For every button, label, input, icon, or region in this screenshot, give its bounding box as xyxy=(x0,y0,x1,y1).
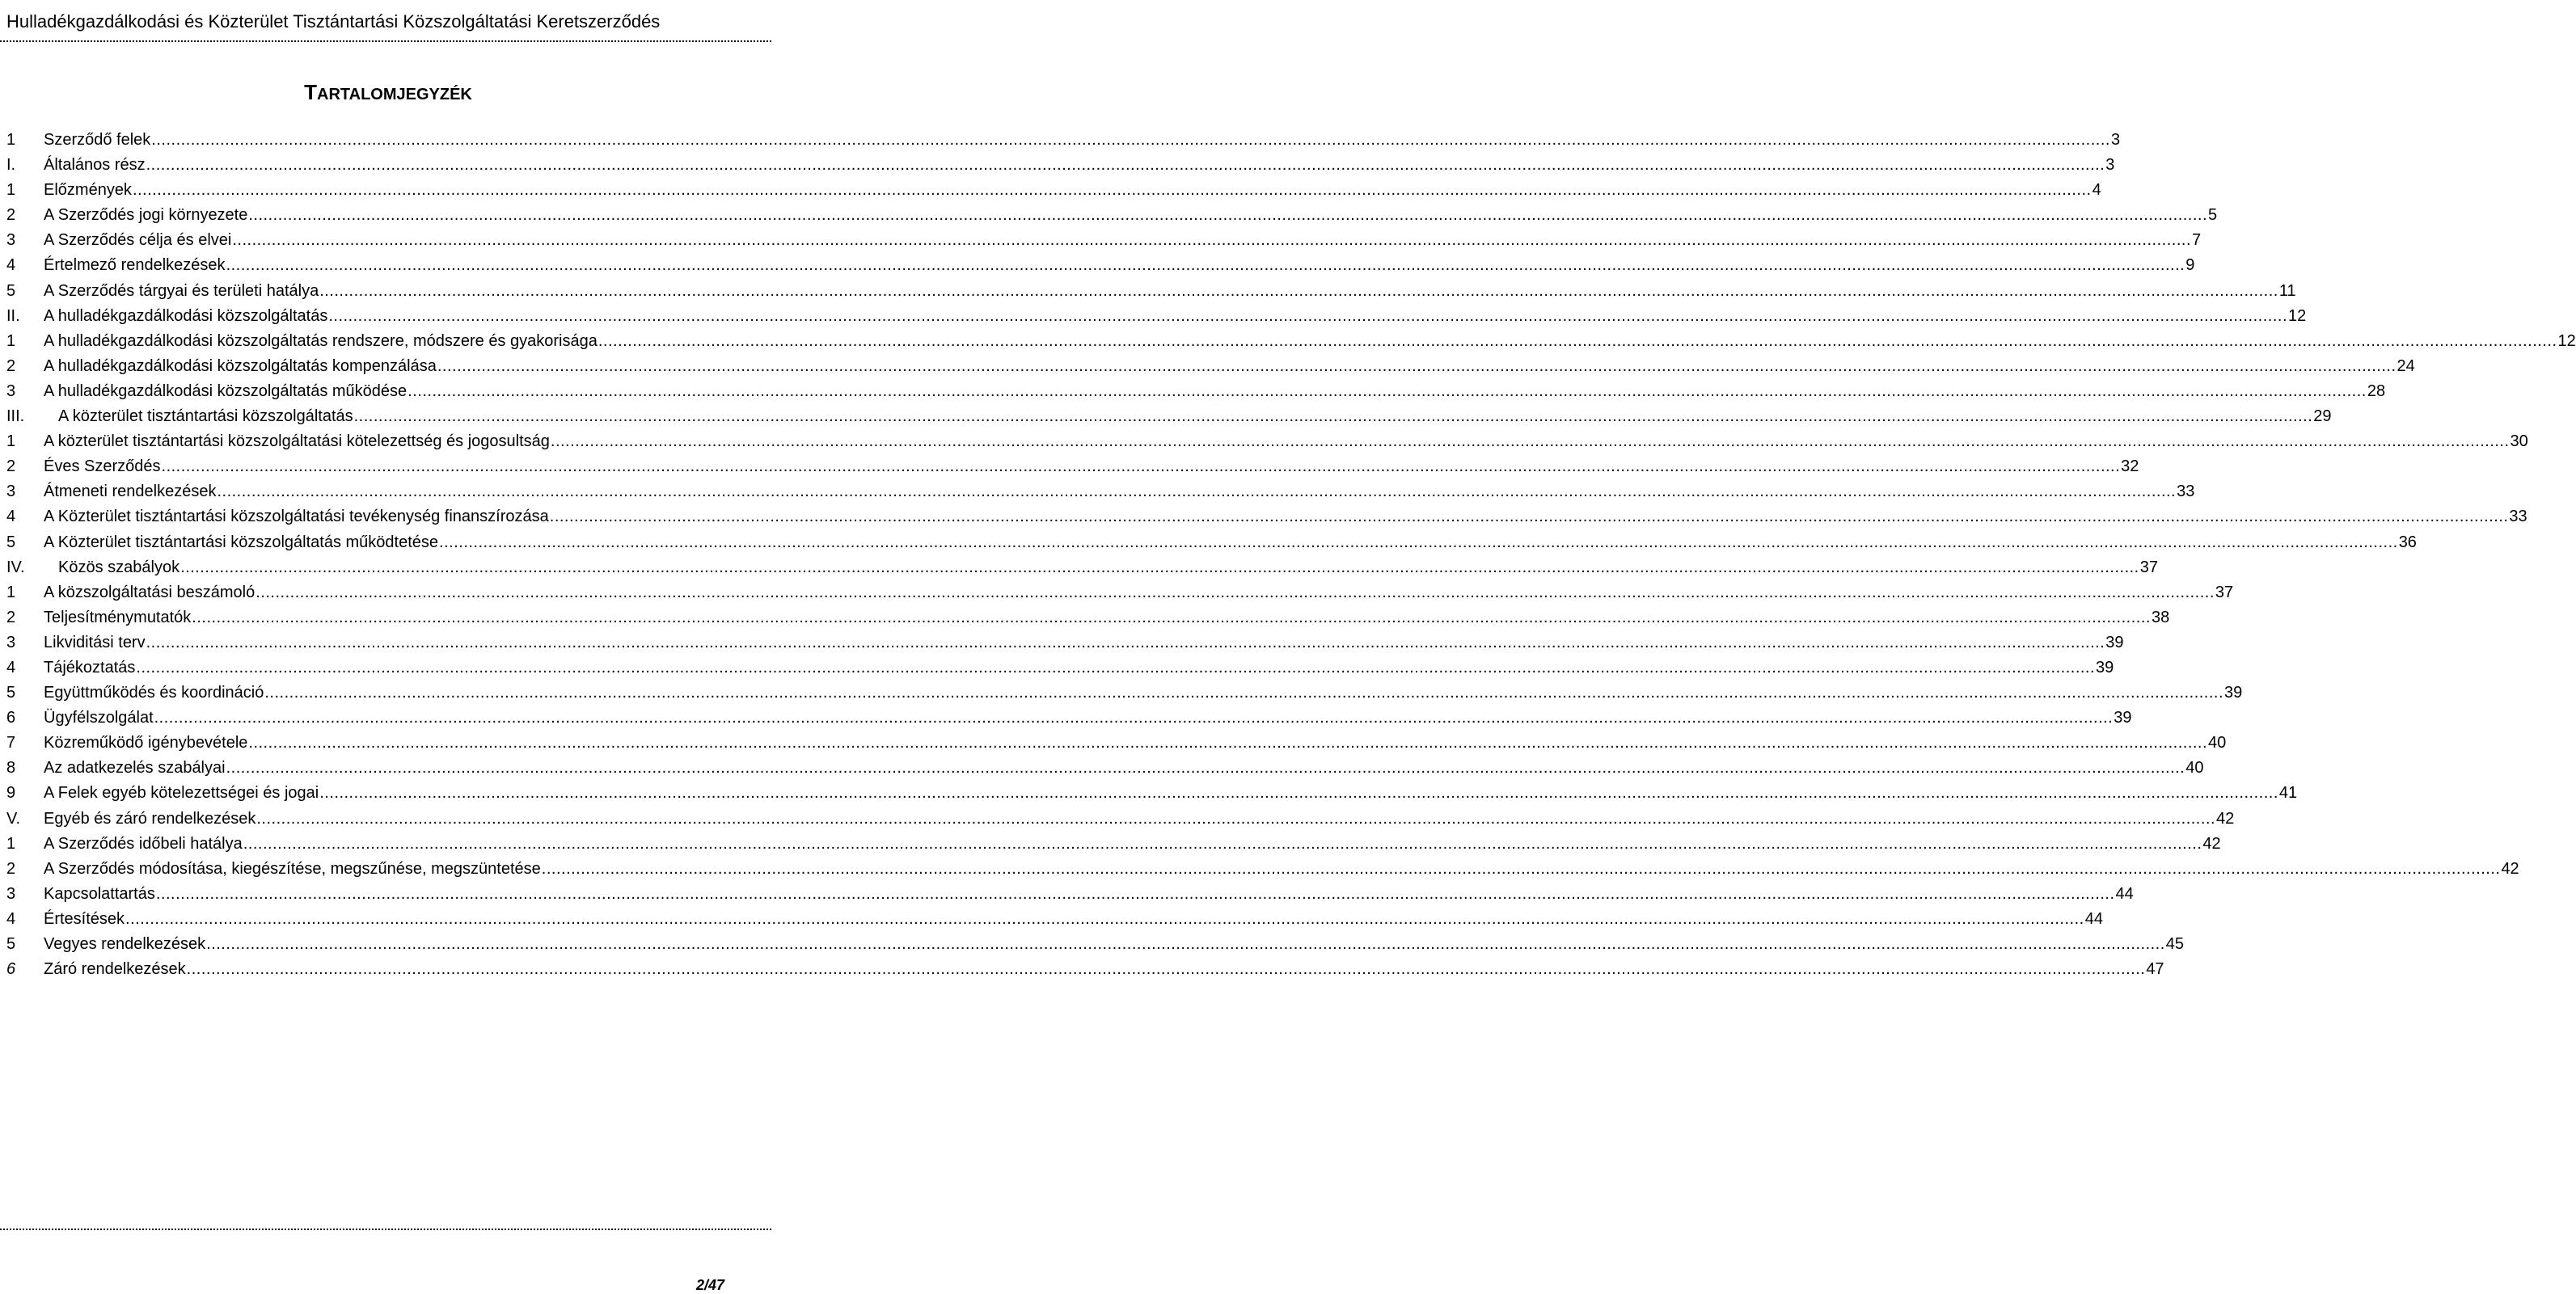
toc-entry[interactable] xyxy=(6,454,2139,479)
toc-entry[interactable] xyxy=(6,731,2227,756)
toc-entry-title: Éves Szerződés xyxy=(44,457,161,476)
toc-entry-number: 5 xyxy=(6,684,16,702)
toc-entry-title: Értesítések xyxy=(44,909,125,928)
toc-entry-number: 3 xyxy=(6,633,16,651)
toc-entry-title: A Felek egyéb kötelezettségei és jogai xyxy=(44,784,319,803)
toc-entry[interactable] xyxy=(6,681,2243,706)
toc-entry-page: 33 xyxy=(2509,508,2527,526)
toc-heading xyxy=(0,81,776,106)
toc-entry-page: 42 xyxy=(2216,809,2235,828)
toc-entry-number: 9 xyxy=(6,784,16,803)
toc-entry[interactable] xyxy=(6,957,2164,982)
toc-entry-number: 5 xyxy=(6,533,16,551)
toc-entry[interactable] xyxy=(6,404,2332,429)
toc-dot-leader: ................................................................................................................................................................................................................................................................................................................................................................................................................ xyxy=(146,633,2105,651)
toc-entry-title: A Szerződés időbeli hatálya xyxy=(44,834,243,853)
toc-entry[interactable] xyxy=(6,756,2204,781)
toc-entry-page: 29 xyxy=(2313,407,2332,426)
toc-entry-number: I. xyxy=(6,156,16,175)
toc-entry-title: A Szerződés tárgyai és területi hatálya xyxy=(44,281,319,300)
toc-entry-number: 6 xyxy=(6,960,16,979)
toc-entry-title: A hulladékgazdálkodási közszolgáltatás xyxy=(44,306,328,325)
toc-dot-leader: ................................................................................................................................................................................................................................................................................................................................................................................................................ xyxy=(192,608,2151,626)
toc-entry-page: 3 xyxy=(2105,156,2115,175)
toc-entry-title: A közterület tisztántartási közszolgáltatás xyxy=(58,407,353,426)
toc-entry[interactable] xyxy=(6,832,2221,857)
toc-dot-leader: ................................................................................................................................................................................................................................................................................................................................................................................................................ xyxy=(226,759,2185,778)
toc-entry-page: 41 xyxy=(2278,784,2298,803)
toc-entry-page: 11 xyxy=(2278,281,2296,300)
toc-entry[interactable] xyxy=(6,479,2195,504)
toc-entry-number: 3 xyxy=(6,381,16,400)
toc-entry-title: A Szerződés jogi környezete xyxy=(44,206,248,225)
toc-entry-page: 39 xyxy=(2105,633,2124,651)
toc-entry-page: 40 xyxy=(2208,734,2227,752)
toc-entry-number: 3 xyxy=(6,884,16,903)
toc-entry-number: 6 xyxy=(6,709,16,727)
footer-divider xyxy=(0,1229,771,1230)
toc-entry-number: 1 xyxy=(6,432,16,451)
toc-dot-leader: ................................................................................................................................................................................................................................................................................................................................................................................................................ xyxy=(136,658,2096,677)
toc-entry[interactable] xyxy=(6,329,2576,354)
toc-entry-title: A Szerződés célja és elvei xyxy=(44,231,232,250)
toc-entry-page: 39 xyxy=(2096,658,2114,677)
toc-entry-title: Ügyfélszolgálat xyxy=(44,709,154,727)
toc-entry[interactable] xyxy=(6,354,2415,379)
toc-entry-page: 37 xyxy=(2139,558,2158,576)
toc-entry[interactable] xyxy=(6,279,2296,304)
toc-entry-page: 24 xyxy=(2397,356,2415,375)
toc-entry-title: Likviditási terv xyxy=(44,633,146,651)
toc-entry-title: A Közterület tisztántartási közszolgáltatási tevékenység finanszírozása xyxy=(44,508,549,526)
toc-entry-page: 47 xyxy=(2146,960,2164,979)
toc-dot-leader: ................................................................................................................................................................................................................................................................................................................................................................................................................ xyxy=(319,281,2278,300)
toc-entry-title: Szerződő felek xyxy=(44,131,151,149)
toc-dot-leader: ................................................................................................................................................................................................................................................................................................................................................................................................................ xyxy=(232,231,2191,250)
toc-entry-number: 8 xyxy=(6,759,16,778)
toc-dot-leader: ................................................................................................................................................................................................................................................................................................................................................................................................................ xyxy=(328,306,2287,325)
toc-entry-number: V. xyxy=(6,809,21,828)
toc-entry-number: 3 xyxy=(6,483,16,501)
toc-dot-leader: ................................................................................................................................................................................................................................................................................................................................................................................................................ xyxy=(180,558,2139,576)
toc-entry[interactable] xyxy=(6,882,2134,907)
toc-dot-leader: ................................................................................................................................................................................................................................................................................................................................................................................................................ xyxy=(206,935,2165,953)
toc-entry-page: 12 xyxy=(2557,331,2576,350)
toc-entry-title: Vegyes rendelkezések xyxy=(44,935,206,953)
toc-entry-number: 4 xyxy=(6,658,16,677)
toc-dot-leader: ................................................................................................................................................................................................................................................................................................................................................................................................................ xyxy=(437,356,2397,375)
toc-entry-title: Átmeneti rendelkezések xyxy=(44,483,217,501)
toc-entry-title: Egyéb és záró rendelkezések xyxy=(44,809,256,828)
toc-entry-number: 4 xyxy=(6,508,16,526)
toc-entry-page: 39 xyxy=(2114,709,2132,727)
toc-entry-number: 4 xyxy=(6,256,16,275)
toc-entry-title: Teljesítménymutatók xyxy=(44,608,192,626)
page-number: 2/47 xyxy=(695,1277,724,1293)
toc-entry-number: 2 xyxy=(6,608,16,626)
toc-entry-page: 40 xyxy=(2185,759,2204,778)
toc-entry-number: 7 xyxy=(6,734,16,752)
toc-entry-page: 32 xyxy=(2121,457,2139,476)
toc-entry[interactable] xyxy=(6,807,2235,832)
header-divider xyxy=(0,40,771,42)
toc-entry-number: II. xyxy=(6,306,20,325)
toc-entry-page: 30 xyxy=(2510,432,2528,451)
toc-entry[interactable] xyxy=(6,857,2519,882)
toc-entry-number: 2 xyxy=(6,356,16,375)
toc-entry-number: 1 xyxy=(6,583,16,601)
toc-dot-leader: ................................................................................................................................................................................................................................................................................................................................................................................................................ xyxy=(154,709,2114,727)
toc-entry[interactable] xyxy=(6,178,2101,203)
toc-entry-page: 33 xyxy=(2177,483,2195,501)
toc-entry-number: 1 xyxy=(6,131,16,149)
toc-dot-leader: ................................................................................................................................................................................................................................................................................................................................................................................................................ xyxy=(125,909,2084,928)
toc-entry-page: 44 xyxy=(2084,909,2103,928)
toc-dot-leader: ................................................................................................................................................................................................................................................................................................................................................................................................................ xyxy=(541,859,2501,878)
toc-entry-page: 3 xyxy=(2110,131,2121,149)
toc-entry-title: Az adatkezelés szabályai xyxy=(44,759,226,778)
toc-entry-page: 45 xyxy=(2165,935,2185,953)
toc-entry-page: 39 xyxy=(2224,684,2243,702)
toc-entry[interactable] xyxy=(6,304,2307,329)
toc-entry-number: 1 xyxy=(6,181,16,200)
toc-entry-title: Együttműködés és koordináció xyxy=(44,684,264,702)
toc-entry[interactable] xyxy=(6,580,2234,605)
toc-dot-leader: ................................................................................................................................................................................................................................................................................................................................................................................................................ xyxy=(549,508,2509,526)
toc-entry[interactable] xyxy=(6,379,2386,404)
document-header-title: Hulladékgazdálkodási és Közterület Tisztántartási Közszolgáltatási Keretszerződés xyxy=(6,11,661,32)
toc-entry-number: 1 xyxy=(6,331,16,350)
toc-entry-number: IV. xyxy=(6,558,25,576)
toc-entry-title: Előzmények xyxy=(44,181,132,200)
toc-entry-page: 38 xyxy=(2151,608,2170,626)
toc-dot-leader: ................................................................................................................................................................................................................................................................................................................................................................................................................ xyxy=(408,381,2367,400)
toc-entry-title: Közös szabályok xyxy=(58,558,180,576)
toc-entry-title: A hulladékgazdálkodási közszolgáltatás működése xyxy=(44,381,408,400)
toc-entry-title: A közterület tisztántartási közszolgáltatási kötelezettség és jogosultság xyxy=(44,432,550,451)
toc-dot-leader: ................................................................................................................................................................................................................................................................................................................................................................................................................ xyxy=(146,156,2105,175)
toc-dot-leader: ................................................................................................................................................................................................................................................................................................................................................................................................................ xyxy=(598,331,2557,350)
toc-entry-title: Tájékoztatás xyxy=(44,658,136,677)
toc-entry[interactable] xyxy=(6,907,2103,932)
toc-entry-title: Záró rendelkezések xyxy=(44,960,186,979)
toc-dot-leader: ................................................................................................................................................................................................................................................................................................................................................................................................................ xyxy=(151,131,2110,149)
toc-dot-leader: ................................................................................................................................................................................................................................................................................................................................................................................................................ xyxy=(217,483,2177,501)
toc-dot-leader: ................................................................................................................................................................................................................................................................................................................................................................................................................ xyxy=(439,533,2398,551)
toc-entry-page: 12 xyxy=(2288,306,2307,325)
toc-entry-number: 2 xyxy=(6,206,16,225)
toc-entry-title: Közreműködő igénybevétele xyxy=(44,734,248,752)
toc-entry-page: 44 xyxy=(2115,884,2134,903)
toc-dot-leader: ................................................................................................................................................................................................................................................................................................................................................................................................................ xyxy=(248,734,2208,752)
toc-entry-number: 2 xyxy=(6,457,16,476)
toc-entry-page: 42 xyxy=(2501,859,2519,878)
toc-entry[interactable] xyxy=(6,153,2115,178)
toc-entry-title: Kapcsolattartás xyxy=(44,884,155,903)
toc-dot-leader: ................................................................................................................................................................................................................................................................................................................................................................................................................ xyxy=(264,684,2224,702)
toc-entry-number: 1 xyxy=(6,834,16,853)
toc-dot-leader: ................................................................................................................................................................................................................................................................................................................................................................................................................ xyxy=(226,256,2185,275)
toc-entry-page: 42 xyxy=(2202,834,2221,853)
toc-entry[interactable] xyxy=(6,555,2158,580)
toc-entry-number: 5 xyxy=(6,935,16,953)
toc-dot-leader: ................................................................................................................................................................................................................................................................................................................................................................................................................ xyxy=(132,181,2092,200)
toc-entry[interactable] xyxy=(6,655,2114,681)
toc-dot-leader: ................................................................................................................................................................................................................................................................................................................................................................................................................ xyxy=(319,784,2278,803)
toc-entry-page: 7 xyxy=(2192,231,2202,250)
toc-heading-initial: T xyxy=(304,80,318,104)
toc-entry[interactable] xyxy=(6,228,2202,253)
toc-entry-number: 3 xyxy=(6,231,16,250)
table-of-contents xyxy=(6,128,2576,982)
toc-entry[interactable] xyxy=(6,504,2527,529)
toc-dot-leader: ................................................................................................................................................................................................................................................................................................................................................................................................................ xyxy=(161,457,2121,476)
toc-entry[interactable] xyxy=(6,706,2132,731)
toc-entry-number: 2 xyxy=(6,859,16,878)
toc-entry-page: 36 xyxy=(2398,533,2417,551)
toc-entry-page: 4 xyxy=(2092,181,2101,200)
toc-dot-leader: ................................................................................................................................................................................................................................................................................................................................................................................................................ xyxy=(256,809,2216,828)
toc-dot-leader: ................................................................................................................................................................................................................................................................................................................................................................................................................ xyxy=(243,834,2202,853)
toc-dot-leader: ................................................................................................................................................................................................................................................................................................................................................................................................................ xyxy=(186,960,2146,979)
toc-entry[interactable] xyxy=(6,630,2124,655)
toc-dot-leader: ................................................................................................................................................................................................................................................................................................................................................................................................................ xyxy=(155,884,2115,903)
toc-dot-leader: ................................................................................................................................................................................................................................................................................................................................................................................................................ xyxy=(255,583,2215,601)
toc-entry[interactable] xyxy=(6,530,2417,555)
toc-entry-title: Értelmező rendelkezések xyxy=(44,256,226,275)
toc-entry-page: 37 xyxy=(2215,583,2234,601)
toc-entry-number: 5 xyxy=(6,281,16,300)
toc-entry-page: 5 xyxy=(2208,206,2218,225)
toc-entry-title: A hulladékgazdálkodási közszolgáltatás rendszere, módszere és gyakorisága xyxy=(44,331,598,350)
toc-entry[interactable] xyxy=(6,429,2528,454)
toc-entry[interactable] xyxy=(6,253,2195,278)
toc-dot-leader: ................................................................................................................................................................................................................................................................................................................................................................................................................ xyxy=(248,206,2208,225)
toc-entry[interactable] xyxy=(6,932,2185,957)
toc-entry-title: Általános rész xyxy=(44,156,146,175)
toc-entry[interactable] xyxy=(6,781,2298,806)
toc-entry-page: 9 xyxy=(2185,256,2195,275)
toc-entry[interactable] xyxy=(6,203,2218,228)
toc-entry-number: III. xyxy=(6,407,25,426)
toc-entry-title: A hulladékgazdálkodási közszolgáltatás kompenzálása xyxy=(44,356,437,375)
toc-entry-title: A Közterület tisztántartási közszolgáltatás működtetése xyxy=(44,533,439,551)
toc-entry[interactable] xyxy=(6,128,2121,153)
toc-entry-title: A közszolgáltatási beszámoló xyxy=(44,583,255,601)
toc-dot-leader: ................................................................................................................................................................................................................................................................................................................................................................................................................ xyxy=(550,432,2510,451)
toc-heading-rest: ARTALOMJEGYZÉK xyxy=(317,86,472,103)
toc-entry-title: A Szerződés módosítása, kiegészítése, megszűnése, megszüntetése xyxy=(44,859,541,878)
toc-entry-page: 28 xyxy=(2367,381,2386,400)
toc-entry[interactable] xyxy=(6,605,2170,630)
toc-dot-leader: ................................................................................................................................................................................................................................................................................................................................................................................................................ xyxy=(353,407,2313,426)
toc-entry-number: 4 xyxy=(6,909,16,928)
